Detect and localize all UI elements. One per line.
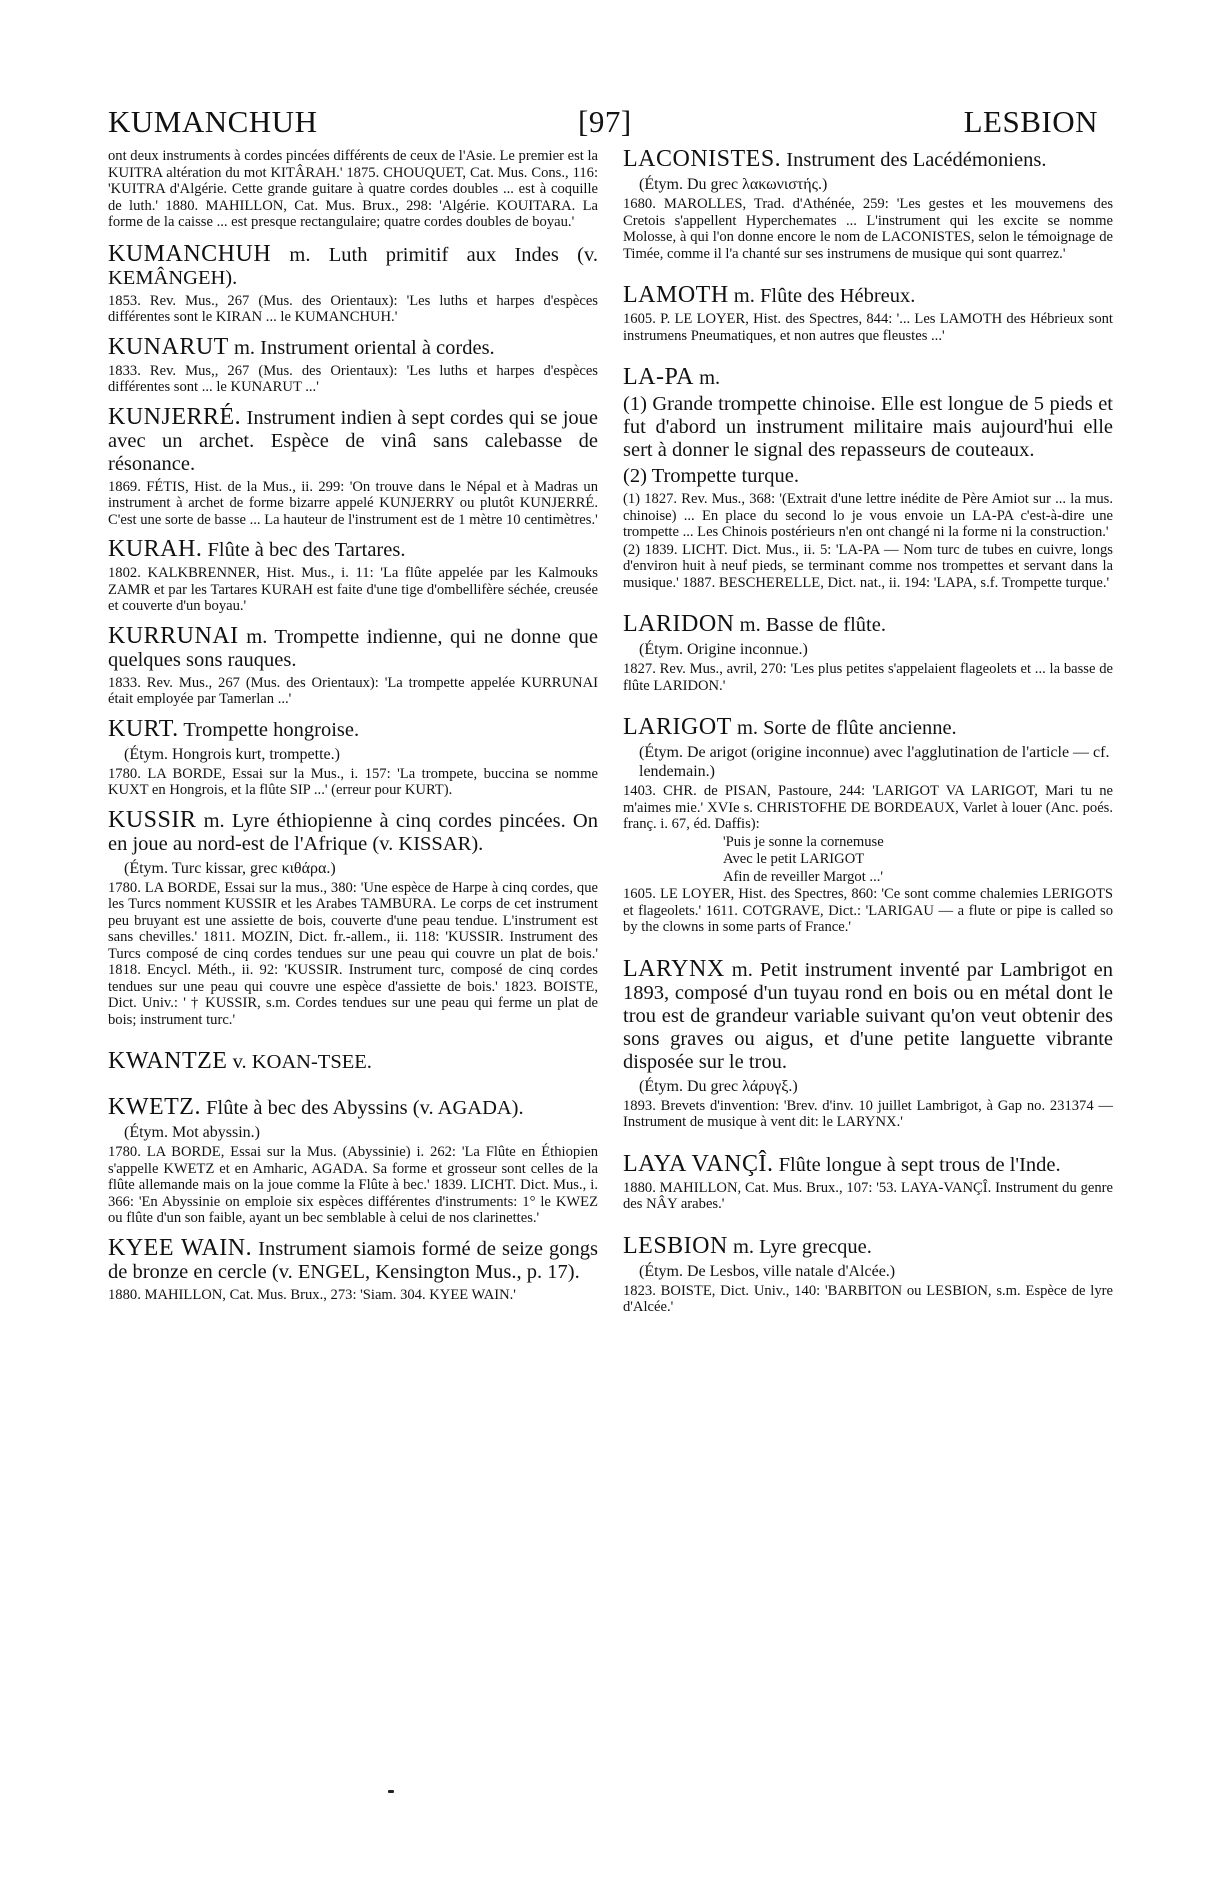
headword: KURT.: [108, 715, 179, 742]
etymology: (Étym. Mot abyssin.): [124, 1124, 260, 1141]
definition: Instrument indien à sept cordes qui se joue avec un archet. Espèce de vinâ sans calebasse de résonance.: [108, 406, 598, 475]
entry-citations: 1605. P. LE LOYER, Hist. des Spectres, 844: '... Les LAMOTH des Hébrieux sont instrumens Pneumatiques, et non autres que fleustes ...': [623, 311, 1113, 344]
verse-line: Afin de reveiller Margot ...': [723, 868, 884, 885]
print-mark: [388, 1790, 394, 1793]
entry-citations: 1853. Rev. Mus., 267 (Mus. des Orientaux): 'Les luths et harpes d'espèces différentes sont le KIRAN ... le KUMANCHUH.': [108, 292, 598, 325]
definition: m.: [693, 367, 721, 389]
definition: m. Sorte de flûte ancienne.: [731, 717, 957, 739]
definition: Instrument siamois formé de seize gongs de bronze en cercle (v. ENGEL, Kensington Mus., p. 17).: [108, 1237, 598, 1283]
dictionary-entry: [623, 955, 1113, 1131]
entry-heading: [623, 613, 1113, 637]
headword: KWANTZE: [108, 1048, 228, 1074]
headword: KYEE WAIN.: [108, 1234, 253, 1261]
dictionary-entry: [108, 538, 598, 615]
entry-heading: [623, 1232, 1113, 1259]
page-header: [108, 104, 1098, 144]
definition: Instrument des Lacédémoniens.: [781, 149, 1047, 171]
headword: LACONISTES.: [623, 148, 782, 172]
entry-citations: 1869. FÉTIS, Hist. de la Mus., ii. 299: 'On trouve dans le Népal et à Madras un instrument à archet de forme bizarre appelé KUNJERRY ou plutôt KUNJERRÉ. C'est une sorte de basse ... La hauteur de l'instrument est de 1 mètre 10 centimètres.': [108, 478, 598, 528]
verse-line: Avec le petit LARIGOT: [723, 851, 865, 867]
entry-heading: [108, 538, 598, 562]
headword: KUNARUT: [108, 333, 229, 360]
dictionary-entry: [623, 148, 1113, 262]
etymology: (Étym. De Lesbos, ville natale d'Alcée.): [639, 1262, 896, 1280]
entry-heading: [108, 240, 598, 290]
entry-citations: 1827. Rev. Mus., avril, 270: 'Les plus petites s'appelaient flageolets et ... la basse de flûte LARIDON.': [623, 661, 1113, 694]
etymology: (Étym. Du grec λακωνιστής.): [639, 176, 828, 193]
headword: KURRUNAI: [108, 622, 239, 649]
definition: Flûte à bec des Abyssins (v. AGADA).: [200, 1097, 524, 1119]
entry-heading: [108, 622, 598, 672]
dictionary-entry: [108, 1096, 598, 1227]
entry-heading: [623, 284, 1113, 308]
entry-citations: 1403. CHR. de PISAN, Pastoure, 244: 'LARIGOT VA LARIGOT, Mari tu ne m'aimes mie.' XVIe s. CHRISTOFHE DE BORDEAUX, Varlet à louer (Anc. poés. franç. i. 67, éd. Daffis):: [623, 783, 1113, 832]
page-number: [97]: [578, 104, 632, 139]
dictionary-entry: [108, 148, 598, 231]
etymology: (Étym. Turc kissar, grec κιθάρα.): [124, 859, 336, 877]
headword: KWETZ.: [108, 1094, 201, 1120]
entry-citations: 1833. Rev. Mus., 267 (Mus. des Orientaux): 'La trompette appelée KURRUNAI était employée par Tamerlan ...': [108, 674, 598, 707]
headword: KURAH.: [108, 536, 203, 562]
dictionary-entry: [108, 403, 598, 529]
definition: m. Lyre grecque.: [727, 1235, 872, 1258]
entry-heading: [623, 955, 1113, 1074]
definition: m. Instrument oriental à cordes.: [228, 336, 495, 359]
definition: m. Flûte des Hébreux.: [728, 285, 916, 307]
definition: Flûte longue à sept trous de l'Inde.: [773, 1153, 1061, 1176]
header-left-guideword: KUMANCHUH: [108, 104, 318, 139]
entry-heading: [108, 333, 598, 360]
dictionary-entry: [108, 715, 598, 799]
dictionary-entry: [623, 716, 1113, 936]
definition: m. Trompette indienne, qui ne donne que quelques sons rauques.: [108, 625, 598, 671]
entry-citations: (1) 1827. Rev. Mus., 368: '(Extrait d'une lettre inédite de Père Amiot sur ... la mus. chinoise) ... En place du second lo je vous envoie un LA-PA c'est-à-dire une trompette ... Les Chinois postérieurs n'en ont changé ni la forme ni la construction.': [623, 491, 1113, 540]
header-right-guideword: LESBION: [963, 104, 1098, 139]
sense-2: (2) Trompette turque.: [623, 465, 799, 487]
entry-citations: 1780. LA BORDE, Essai sur la Mus. (Abyssinie) i. 262: 'La Flûte en Éthiopien s'appelle KWETZ et en Amharic, AGADA. Sa forme et grosseur sont celles de la flûte allemande mais on la joue comme la Flûte à bec.' 1839. LICHT. Dict. Mus., i. 366: 'En Abyssinie on emploie six espèces différentes d'instruments: 1° le KWEZ ou flûte d'un son faible, ayant un bec semblable à celui de nos clarinettes.': [108, 1144, 598, 1226]
entry-citations: 1780. LA BORDE, Essai sur la Mus., i. 157: 'La trompete, buccina se nomme KUXT en Hongrois, et la flûte SIP ...' (erreur pour KURT).: [108, 765, 598, 798]
etymology: (Étym. Origine inconnue.): [639, 641, 808, 658]
entry-citations: 1893. Brevets d'invention: 'Brev. d'inv. 10 juillet Lambrigot, à Gap no. 231374 — Instrument de musique à vent dit: le LARYNX.': [623, 1097, 1113, 1130]
entry-citations: 1880. MAHILLON, Cat. Mus. Brux., 107: '53. LAYA-VANÇÎ. Instrument du genre des NÂY arabes.': [623, 1179, 1113, 1212]
headword: LESBION: [623, 1232, 728, 1259]
dictionary-entry: [623, 1232, 1113, 1316]
dictionary-entry: [623, 613, 1113, 694]
etymology: (Étym. Du grec λάρυγξ.): [639, 1077, 798, 1095]
entry-heading: [623, 1150, 1113, 1177]
right-column: [623, 148, 1113, 1708]
entry-citations: 1780. LA BORDE, Essai sur la mus., 380: 'Une espèce de Harpe à cinq cordes, que les Turcs nomment KUSSIR et les Arabes TAMBURA. Le corps de cet instrument peu bruyant est une assiette de bois, couverte d'une peau tendue. L'instrument est sans chevilles.' 1811. MOZIN, Dict. fr.-allem., ii. 118: 'KUSSIR. Instrument des Turcs composé de cinq cordes tendues sur une peau qui couvre un plat de bois.' 1818. Encycl. Méth., ii. 92: 'KUSSIR. Instrument turc, composé de cinq cordes tendues sur une peau qui couvre une espèce d'assiette de bois.' 1823. BOISTE, Dict. Univ.: ' † KUSSIR, s.m. Cordes tendues sur une peau qui ferme un plat de bois; instrument turc.': [108, 879, 598, 1028]
entry-heading: [108, 1234, 598, 1284]
dictionary-entry: [623, 284, 1113, 344]
entry-citations: ont deux instruments à cordes pincées différents de ceux de l'Asie. Le premier est la KUITRA altération du mot KITÂRAH.' 1875. CHOUQUET, Cat. Mus. Cons., 116: 'KUITRA d'Algérie. Cette grande guitare à quatre cordes doubles ... est à coquille de luth.' 1880. MAHILLON, Cat. Mus. Brux., 298: 'Algérie. KOUITARA. La forme de la caisse ... est presque rectangulaire; quatre cordes doubles de boyau.': [108, 148, 598, 230]
entry-heading: [108, 806, 598, 856]
entry-heading: [108, 1050, 598, 1074]
definition: m. Basse de flûte.: [734, 614, 886, 636]
definition: Trompette hongroise.: [178, 718, 360, 741]
entry-citations: (2) 1839. LICHT. Dict. Mus., ii. 5: 'LA-PA — Nom turc de tubes en cuivre, longs d'environ huit à neuf pieds, se terminant comme nos trompettes et servant dans la musique.' 1887. BESCHERELLE, Dict. nat., ii. 194: 'LAPA, s.f. Trompette turque.': [623, 541, 1113, 591]
headword: LAMOTH: [623, 282, 729, 308]
headword: LA-PA: [623, 364, 694, 390]
dictionary-entry: [108, 240, 598, 326]
verse-line: 'Puis je sonne la cornemuse: [723, 833, 884, 850]
entry-citations: 1605. LE LOYER, Hist. des Spectres, 860: 'Ce sont comme chalemies LERIGOTS et flageolets.' 1611. COTGRAVE, Dict.: 'LARIGAU — a flute or pipe is called so by the clowns in some parts of France.': [623, 886, 1113, 935]
sense-1: (1) Grande trompette chinoise. Elle est longue de 5 pieds et fut d'abord un instrument militaire mais aujourd'hui elle sert à donner le signal des repasseurs de couteaux.: [623, 393, 1113, 461]
entry-heading: [623, 716, 1113, 740]
entry-citations: 1823. BOISTE, Dict. Univ., 140: 'BARBITON ou LESBION, s.m. Espèce de lyre d'Alcée.': [623, 1282, 1113, 1315]
definition: Flûte à bec des Tartares.: [202, 539, 406, 561]
definition: v. KOAN-TSEE.: [227, 1051, 372, 1073]
headword: LAYA VANÇÎ.: [623, 1150, 774, 1177]
headword: KUNJERRÉ.: [108, 403, 242, 430]
headword: KUSSIR: [108, 806, 197, 833]
dictionary-entry: [108, 1050, 598, 1074]
etymology: (Étym. Hongrois kurt, trompette.): [124, 745, 340, 763]
entry-citations: 1802. KALKBRENNER, Hist. Mus., i. 11: 'La flûte appelée par les Kalmouks ZAMR et par les Tartares KURAH est faite d'une tige d'ombellifère séchée, creusée et couverte d'un boyau.': [108, 565, 598, 614]
entry-citations: 1880. MAHILLON, Cat. Mus. Brux., 273: 'Siam. 304. KYEE WAIN.': [108, 1286, 516, 1303]
left-column: [108, 148, 598, 1708]
headword: LARIGOT: [623, 714, 732, 740]
headword: LARYNX: [623, 955, 725, 982]
headword: KUMANCHUH: [108, 240, 272, 267]
entry-heading: [623, 148, 1113, 172]
entry-heading: [623, 366, 1113, 390]
dictionary-entry: [108, 333, 598, 396]
dictionary-entry: [623, 1150, 1113, 1213]
entry-heading: [108, 403, 598, 476]
entry-heading: [108, 1096, 598, 1120]
dictionary-entry: [623, 366, 1113, 591]
entry-citations: 1833. Rev. Mus,, 267 (Mus. des Orientaux): 'Les luths et harpes d'espèces différentes sont ... le KUNARUT ...': [108, 362, 598, 395]
etymology: (Étym. De arigot (origine inconnue) avec l'agglutination de l'article — cf. lendemain.): [639, 744, 1110, 780]
dictionary-entry: [108, 1234, 598, 1304]
definition: m. Luth primitif aux Indes (v. KEMÂNGEH).: [108, 243, 598, 289]
definition: m. Petit instrument inventé par Lambrigot en 1893, composé d'un tuyau rond en bois ou en métal dont le trou est de grandeur variable suivant qu'on veut obtenir des sons graves ou aigus, et d'une petite languette vibrante disposée sur le trou.: [623, 958, 1113, 1073]
dictionary-entry: [108, 806, 598, 1029]
entry-heading: [108, 715, 598, 742]
entry-citations: 1680. MAROLLES, Trad. d'Athénée, 259: 'Les gestes et les mouvemens des Cretois s'appellent Hyperchemates ... L'instrument qui les excite se nomme Molosse, à qui l'on donne encore le nom de LACONISTES, selon le témoignage de Timée, comme il l'a chanté sur ses instrumens de musique qui sont quarrez.': [623, 196, 1113, 262]
dictionary-entry: [108, 622, 598, 708]
headword: LARIDON: [623, 611, 735, 637]
definition: m. Lyre éthiopienne à cinq cordes pincées. On en joue au nord-est de l'Afrique (v. KISSAR).: [108, 809, 598, 855]
